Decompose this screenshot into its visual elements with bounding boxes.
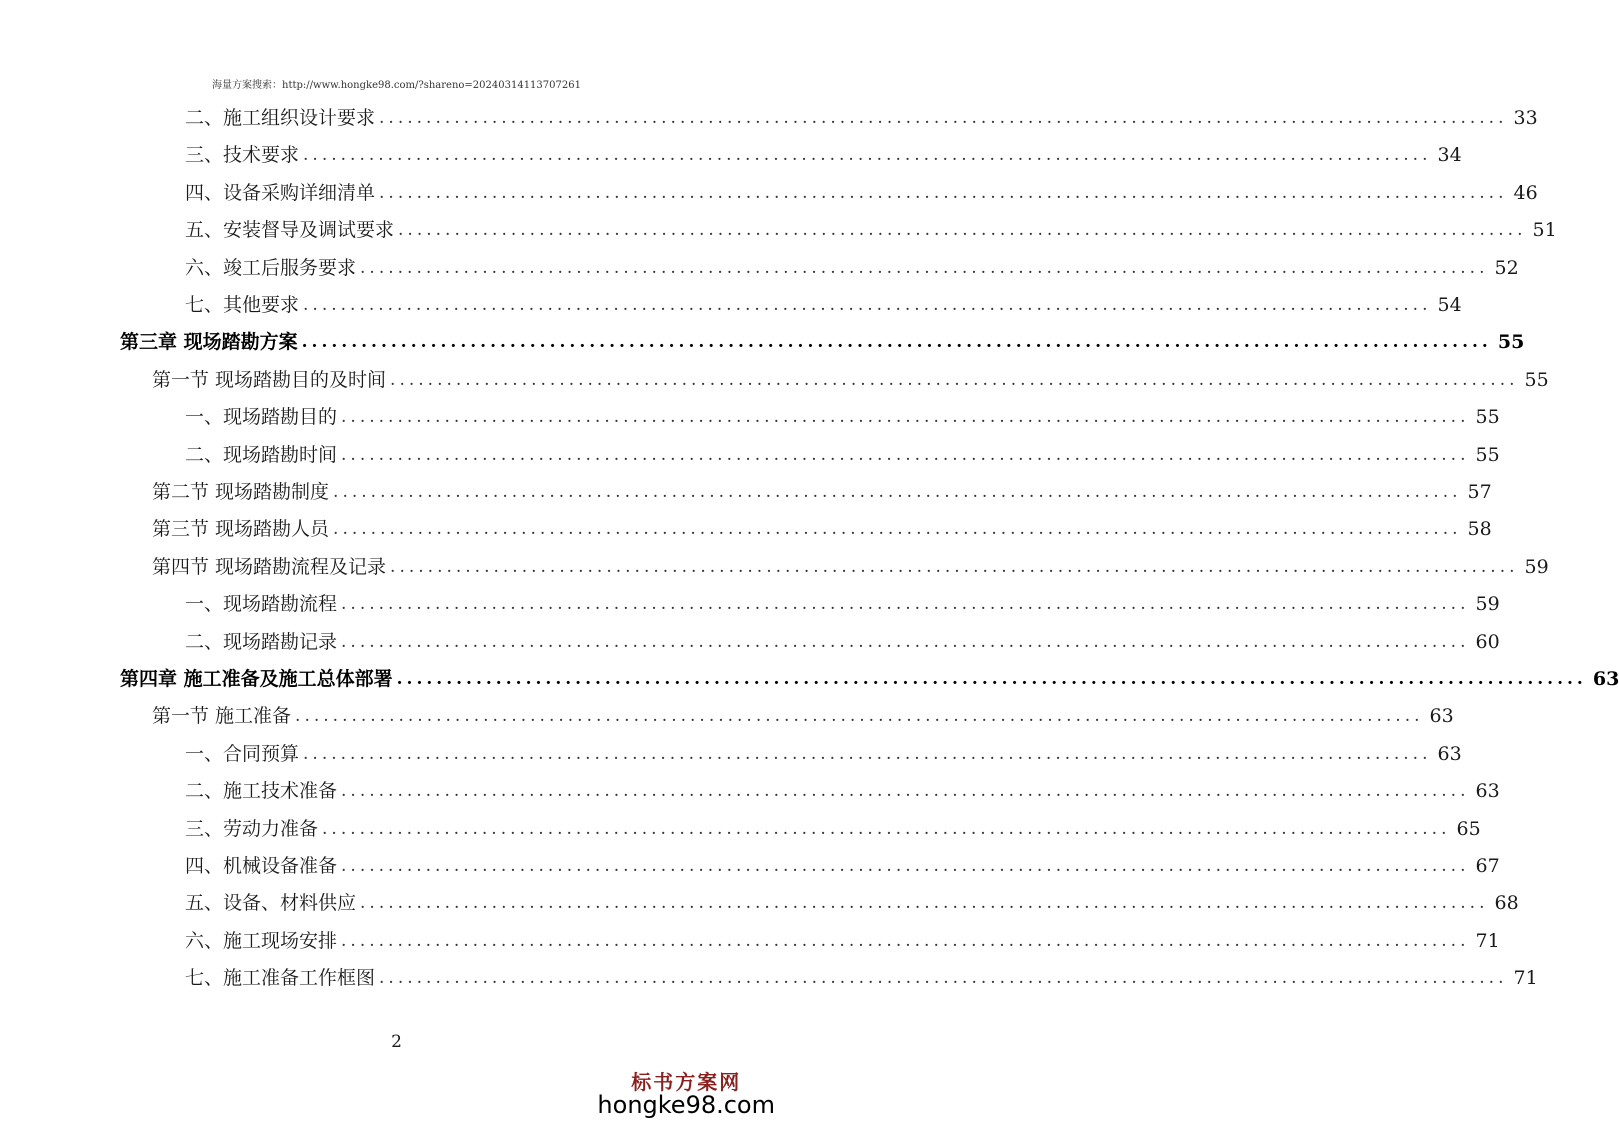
toc-entry-page: 71 <box>1513 967 1538 990</box>
toc-subsection-entry[interactable] <box>185 437 1500 474</box>
toc-chapter-entry[interactable] <box>120 324 1525 361</box>
toc-entry-title: 二、施工技术准备 <box>185 780 338 803</box>
page-number: 2 <box>391 1032 402 1052</box>
toc-entry-page: 57 <box>1467 481 1492 503</box>
toc-leader-dots: ........................................................................................................................ <box>396 669 1587 689</box>
watermark-en: hongke98.com <box>597 1091 775 1119</box>
toc-subsection-entry[interactable] <box>185 399 1500 436</box>
toc-leader-dots: ........................................................................................................................ <box>295 706 1424 727</box>
toc-leader-dots: ........................................................................................................................ <box>333 482 1462 502</box>
toc-leader-dots: ........................................................................................................................ <box>390 556 1519 577</box>
toc-leader-dots: ........................................................................................................................ <box>341 856 1470 876</box>
toc-subsection-entry[interactable] <box>185 773 1500 810</box>
toc-subsection-entry[interactable] <box>185 960 1538 997</box>
toc-entry-title: 一、现场踏勘流程 <box>185 593 338 616</box>
toc-entry-page: 52 <box>1494 256 1519 279</box>
toc-entry-title: 六、竣工后服务要求 <box>185 256 357 279</box>
watermark-cn: 标书方案网 <box>631 1070 742 1094</box>
toc-leader-dots: ........................................................................................................................ <box>303 145 1432 166</box>
toc-entry-page: 60 <box>1475 630 1500 653</box>
toc-entry-page: 46 <box>1513 181 1538 204</box>
toc-entry-title: 第四节 现场踏勘流程及记录 <box>152 555 387 578</box>
toc-section-entry[interactable] <box>152 549 1549 586</box>
toc-leader-dots: ........................................................................................................................ <box>301 332 1492 353</box>
toc-leader-dots: ........................................................................................................................ <box>379 182 1508 203</box>
toc-subsection-entry[interactable] <box>185 250 1519 287</box>
toc-entry-title: 三、技术要求 <box>185 144 300 167</box>
watermark-logo <box>597 1066 775 1119</box>
toc-entry-title: 四、设备采购详细清单 <box>185 181 376 204</box>
toc-entry-page: 67 <box>1475 855 1500 877</box>
toc-entry-title: 二、施工组织设计要求 <box>185 107 376 129</box>
toc-leader-dots: ........................................................................................................................ <box>390 369 1519 390</box>
toc-subsection-entry[interactable] <box>185 848 1500 885</box>
toc-entry-title: 第一节 施工准备 <box>152 705 292 728</box>
toc-entry-title: 七、其他要求 <box>185 294 300 316</box>
toc-entry-page: 63 <box>1592 668 1619 690</box>
toc-leader-dots: ........................................................................................................................ <box>379 968 1508 989</box>
toc-entry-title: 五、安装督导及调试要求 <box>185 219 395 242</box>
toc-entry-title: 第三章 现场踏勘方案 <box>120 331 298 354</box>
toc-entry-page: 58 <box>1467 518 1492 541</box>
toc-leader-dots: ........................................................................................................................ <box>360 257 1489 278</box>
toc-entry-title: 第一节 现场踏勘目的及时间 <box>152 368 387 391</box>
toc-subsection-entry[interactable] <box>185 137 1462 174</box>
toc-entry-page: 55 <box>1475 406 1500 429</box>
toc-leader-dots: ........................................................................................................................ <box>341 631 1470 652</box>
toc-leader-dots: ........................................................................................................................ <box>341 444 1470 465</box>
toc-entry-page: 59 <box>1475 593 1500 616</box>
toc-entry-page: 63 <box>1437 742 1462 765</box>
toc-entry-page: 33 <box>1513 107 1538 129</box>
toc-entry-page: 55 <box>1524 368 1549 391</box>
toc-leader-dots: ........................................................................................................................ <box>322 818 1451 839</box>
toc-chapter-entry[interactable] <box>120 661 1619 698</box>
toc-entry-page: 54 <box>1437 294 1462 316</box>
toc-entry-page: 63 <box>1475 780 1500 803</box>
toc-entry-page: 59 <box>1524 555 1549 578</box>
toc-leader-dots: ........................................................................................................................ <box>360 893 1489 914</box>
toc-entry-title: 第四章 施工准备及施工总体部署 <box>120 668 393 690</box>
toc-leader-dots: ........................................................................................................................ <box>341 781 1470 802</box>
toc-leader-dots: ........................................................................................................................ <box>341 930 1470 951</box>
toc-subsection-entry[interactable] <box>185 586 1500 623</box>
toc-entry-page: 34 <box>1437 144 1462 167</box>
toc-entry-page: 68 <box>1494 892 1519 915</box>
toc-entry-page: 51 <box>1532 219 1557 242</box>
toc-entry-title: 一、合同预算 <box>185 742 300 765</box>
toc-entry-title: 四、机械设备准备 <box>185 855 338 877</box>
toc-subsection-entry[interactable] <box>185 736 1462 773</box>
toc-entry-title: 七、施工准备工作框图 <box>185 967 376 990</box>
toc-subsection-entry[interactable] <box>185 212 1557 249</box>
toc-section-entry[interactable] <box>152 511 1492 548</box>
toc-subsection-entry[interactable] <box>185 175 1538 212</box>
toc-entry-title: 一、现场踏勘目的 <box>185 406 338 429</box>
toc-subsection-entry[interactable] <box>185 287 1462 324</box>
toc-leader-dots: ........................................................................................................................ <box>379 108 1508 128</box>
toc-leader-dots: ........................................................................................................................ <box>303 743 1432 764</box>
toc-entry-title: 第三节 现场踏勘人员 <box>152 518 330 541</box>
toc-entry-title: 六、施工现场安排 <box>185 929 338 952</box>
toc-entry-title: 二、现场踏勘时间 <box>185 443 338 466</box>
toc-subsection-entry[interactable] <box>185 100 1538 137</box>
toc-leader-dots: ........................................................................................................................ <box>303 295 1432 315</box>
page-header-url: 海量方案搜索：http://www.hongke98.com/?shareno=20240314113707261 <box>212 80 581 91</box>
toc-entry-page: 71 <box>1475 929 1500 952</box>
toc-subsection-entry[interactable] <box>185 923 1500 960</box>
toc-entry-title: 第二节 现场踏勘制度 <box>152 481 330 503</box>
toc-entry-page: 55 <box>1497 331 1525 354</box>
toc-entry-title: 三、劳动力准备 <box>185 817 319 840</box>
toc-entry-page: 55 <box>1475 443 1500 466</box>
toc-entry-page: 63 <box>1429 705 1454 728</box>
toc-subsection-entry[interactable] <box>185 624 1500 661</box>
toc-entry-title: 五、设备、材料供应 <box>185 892 357 915</box>
toc-section-entry[interactable] <box>152 474 1492 511</box>
toc-leader-dots: ........................................................................................................................ <box>341 594 1470 615</box>
toc-subsection-entry[interactable] <box>185 885 1519 922</box>
toc-entry-page: 65 <box>1456 817 1481 840</box>
toc-entry-title: 二、现场踏勘记录 <box>185 630 338 653</box>
toc-section-entry[interactable] <box>152 362 1549 399</box>
toc-section-entry[interactable] <box>152 698 1454 735</box>
toc-leader-dots: ........................................................................................................................ <box>398 220 1527 241</box>
toc-leader-dots: ........................................................................................................................ <box>333 519 1462 540</box>
toc-leader-dots: ........................................................................................................................ <box>341 407 1470 428</box>
toc-subsection-entry[interactable] <box>185 811 1481 848</box>
